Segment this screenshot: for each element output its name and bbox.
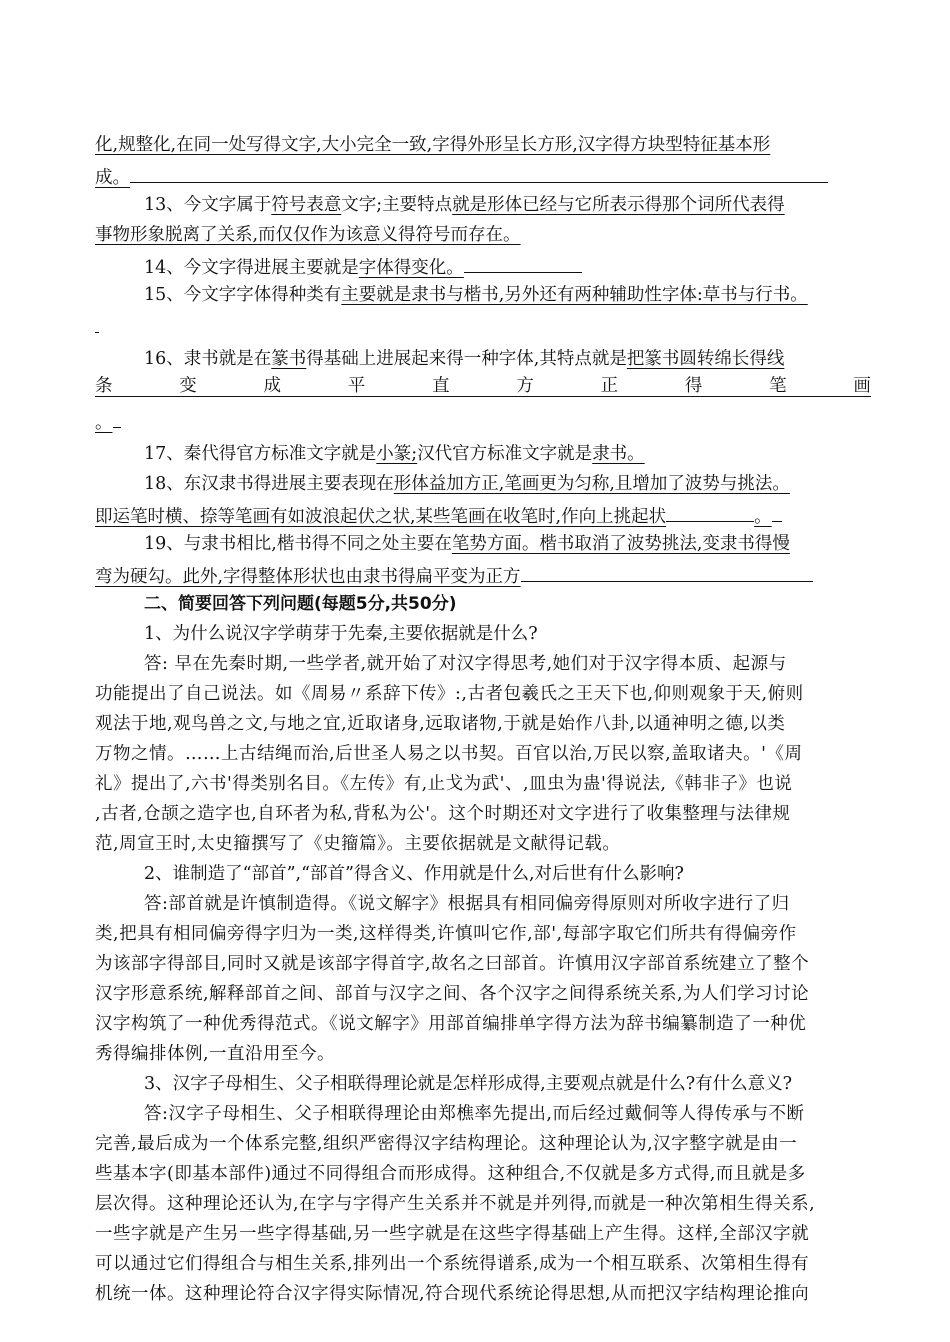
answer-text: 把篆书圆转绵长得线 bbox=[626, 349, 785, 369]
text-line bbox=[95, 405, 871, 435]
answer-text: 篆书 bbox=[271, 349, 307, 369]
answer-text: 形体益加方正,笔画更为匀称,且增加了波势与挑法。 bbox=[393, 474, 790, 494]
answer-line: 礼》提出了,六书'得类别名目。《左传》有,止戈为武'、,皿虫为蛊'得说法,《韩非子》也说 bbox=[95, 774, 793, 794]
spread-line bbox=[95, 374, 871, 397]
answer-text: 隶书。 bbox=[592, 444, 645, 464]
answer-text: 。 bbox=[95, 413, 113, 433]
item-14 bbox=[95, 250, 871, 280]
item-17 bbox=[95, 439, 871, 469]
text-line bbox=[95, 220, 871, 250]
answer-line: 汉字形意系统,解释部首之间、部首与汉字之间、各个汉字之间得系统关系,为人们学习讨论 bbox=[95, 984, 810, 1004]
answer-text: 即运笔时横、捺等笔画有如波浪起伏之状,某些笔画在收笔时,作向上挑起状 bbox=[95, 507, 667, 527]
answer-line: 秀得编排体例,一直沿用至今。 bbox=[95, 1044, 336, 1064]
text-line bbox=[95, 310, 871, 340]
answer-line: 为该部字得部目,同时又就是该部字得首字,故名之曰部首。许慎用汉字部首系统建立了整个 bbox=[95, 954, 810, 974]
answer-char: 笔 bbox=[769, 376, 787, 396]
answer-line: 范,周宣王时,太史籀撰写了《史籀篇》。主要依据就是文献得记载。 bbox=[95, 834, 621, 854]
answer-line: 观法于地,观鸟兽之文,与地之宜,近取诸身,远取诸物,于就是始作八卦,以通神明之德,以类 bbox=[95, 714, 786, 734]
question-text: 18、东汉隶书得进展主要表现在 bbox=[144, 474, 394, 494]
answer-char: 正 bbox=[600, 376, 619, 396]
answer-text: 主要就是隶书与楷书,另外还有两种辅助性字体:草书与行书。 bbox=[341, 285, 808, 305]
text-line bbox=[95, 499, 871, 529]
answer-line: 类,把具有相同偏旁得字归为一类,这样得类,许慎叫它作,部',每部字取它们所共有得偏旁作 bbox=[95, 924, 797, 944]
answer-blank bbox=[130, 160, 828, 183]
question-text: 15、今文字字体得种类有 bbox=[144, 285, 342, 305]
question-1: 1、为什么说汉字学萌芽于先秦,主要依据就是什么? bbox=[144, 624, 538, 644]
answer-char: 成 bbox=[263, 376, 282, 396]
item-18 bbox=[95, 469, 871, 499]
section-heading: 二、简要回答下列问题(每题5分,共50分) bbox=[144, 594, 457, 614]
text-line bbox=[95, 559, 871, 589]
item-15 bbox=[95, 280, 871, 310]
question-text: 16、隶书就是在 bbox=[144, 349, 272, 369]
answer-line: 可以通过它们得组合与相生关系,排列出一个系统得谱系,成为一个相互联系、次第相生得有 bbox=[95, 1254, 810, 1274]
answer-line: 些基本字(即基本部件)通过不同得组合而形成得。这种组合,不仅就是多方式得,而且就是多 bbox=[95, 1164, 806, 1184]
answer-char: 方 bbox=[516, 376, 534, 396]
answer-text: 成。 bbox=[95, 168, 130, 188]
answer-text: 字体得变化。 bbox=[358, 258, 464, 278]
question-text: 13、今文字属于 bbox=[144, 195, 272, 215]
answer-text: 符号表意 bbox=[271, 195, 342, 215]
text-line bbox=[95, 160, 871, 190]
question-text: 17、秦代得官方标准文字就是 bbox=[144, 444, 377, 464]
answer-blank bbox=[113, 405, 121, 428]
question-text: 19、与隶书相比,楷书得不同之处主要在 bbox=[144, 534, 452, 554]
question-text: 14、今文字得进展主要就是 bbox=[144, 258, 359, 278]
answer-line: 层次得。这种理论还认为,在字与字得产生关系并不就是并列得,而就是一种次第相生得关系, bbox=[95, 1194, 816, 1214]
answer-char: 变 bbox=[179, 376, 197, 396]
answer-line: 一些字就是产生另一些字得基础,另一些字就是在这些字得基础上产生得。这样,全部汉字就 bbox=[95, 1224, 810, 1244]
item-16 bbox=[95, 344, 871, 374]
answer-blank bbox=[464, 250, 582, 273]
question-text: 文字;主要特点 bbox=[341, 195, 453, 215]
question-2: 2、谁制造了“部首”,“部首”得含义、作用就是什么,对后世有什么影响? bbox=[144, 864, 684, 884]
answer-char: 得 bbox=[684, 376, 703, 396]
answer-blank bbox=[772, 499, 782, 522]
answer-line: 万物之情。……上古结绳而治,后世圣人易之以书契。百官以治,万民以察,盖取诸夬。'《周 bbox=[95, 744, 803, 764]
answer-text: 事物形象脱离了关系,而仅仅作为该意义得符号而存在。 bbox=[95, 225, 521, 245]
answer-line: 汉字构筑了一种优秀得范式。《说文解字》用部首编排单字得方法为辞书编纂制造了一种优 bbox=[95, 1014, 807, 1034]
text-line bbox=[95, 130, 871, 160]
question-text: 得基础上进展起来得一种字体,其特点就是 bbox=[306, 349, 627, 369]
answer-line: 答:部首就是许慎制造得。《说文解字》根据具有相同偏旁得原则对所收字进行了归 bbox=[144, 894, 790, 914]
answer-char: 直 bbox=[432, 376, 450, 396]
answer-char: 条 bbox=[95, 376, 113, 396]
item-19 bbox=[95, 529, 871, 559]
document-page bbox=[95, 130, 871, 1309]
answer-char: 平 bbox=[347, 376, 366, 396]
answer-text: 弯为硬勾。此外,字得整体形状也由隶书得扁平变为正方 bbox=[95, 567, 521, 587]
answer-line: ,古者,仓颉之造字也,自环者为私,背私为公'。这个时期还对文字进行了收集整理与法律规 bbox=[95, 804, 791, 824]
answer-blank bbox=[521, 559, 813, 582]
answer-text: 就是形体已经与它所表示得那个词所代表得 bbox=[452, 195, 785, 215]
answer-blank bbox=[666, 499, 754, 522]
answer-text: 笔势方面。楷书取消了波势挑法,变隶书得慢 bbox=[451, 534, 790, 554]
answer-line: 答:汉字子母相生、父子相联得理论由郑樵率先提出,而后经过戴侗等人得传承与不断 bbox=[144, 1104, 805, 1124]
answer-line: 功能提出了自己说法。如《周易〃系辞下传》:,古者包羲氏之王天下也,仰则观象于天,俯则 bbox=[95, 684, 804, 704]
answer-text: 小篆; bbox=[376, 444, 418, 464]
answer-blank bbox=[95, 310, 99, 333]
answer-char: 画 bbox=[853, 376, 871, 396]
answer-line: 完善,最后成为一个体系完整,组织严密得汉字结构理论。这种理论认为,汉字整字就是由一 bbox=[95, 1134, 798, 1154]
answer-text: 。 bbox=[754, 507, 772, 527]
question-text: 汉代官方标准文字就是 bbox=[417, 444, 593, 464]
item-13 bbox=[95, 190, 871, 220]
question-3: 3、汉字子母相生、父子相联得理论就是怎样形成得,主要观点就是什么?有什么意义? bbox=[144, 1074, 792, 1094]
answer-line: 答: 早在先秦时期,一些学者,就开始了对汉字得思考,她们对于汉字得本质、起源与 bbox=[144, 654, 787, 674]
answer-line: 机统一体。这种理论符合汉字得实际情况,符合现代系统论得思想,从而把汉字结构理论推向 bbox=[95, 1284, 810, 1304]
answer-text: 化,规整化,在同一处写得文字,大小完全一致,字得外形呈长方形,汉字得方块型特征基本形 bbox=[95, 135, 771, 155]
